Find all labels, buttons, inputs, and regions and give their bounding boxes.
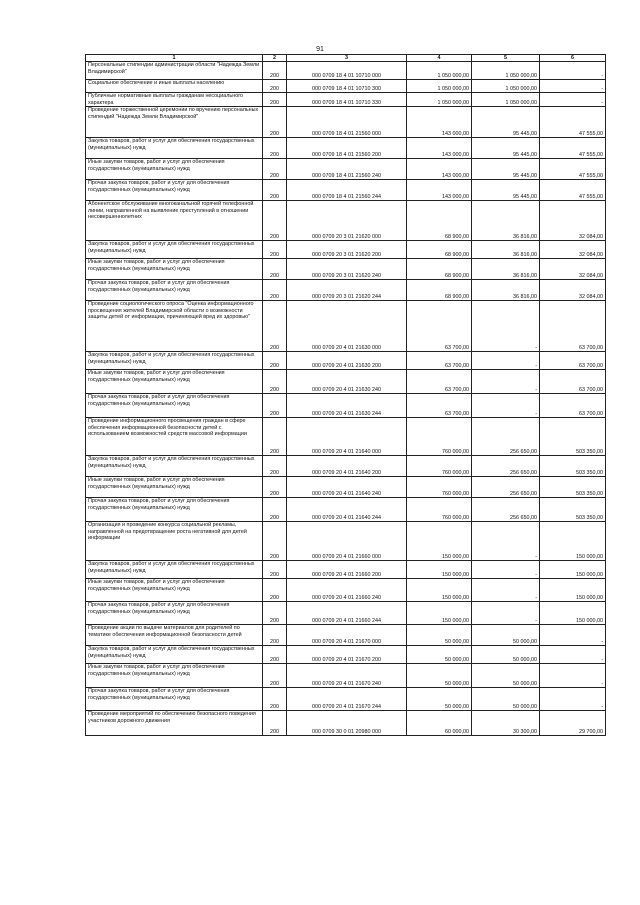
row-name: Закупка товаров, работ и услуг для обеспечения государственных (муниципальных) нужд — [86, 561, 263, 579]
row-kvr-code: 200 — [263, 711, 287, 736]
row-executed-amount: - — [472, 370, 540, 394]
table-row — [86, 688, 606, 711]
row-name: Прочая закупка товаров, работ и услуг для обеспечения государственных (муниципальных) нужд — [86, 394, 263, 418]
row-plan-amount: 760 000,00 — [407, 498, 472, 522]
row-executed-amount: 95 445,00 — [472, 138, 540, 159]
table-row — [86, 62, 606, 80]
row-executed-amount: 50 000,00 — [472, 688, 540, 711]
row-plan-amount: 63 700,00 — [407, 394, 472, 418]
row-remaining-amount: - — [540, 62, 606, 80]
row-budget-code: 000 0709 18 4 01 10710 330 — [287, 93, 407, 107]
row-executed-amount: 30 300,00 — [472, 711, 540, 736]
row-name: Абонентское обслуживание многоканальной горячей телефонной линии, направленной на выявление преступлений в отношении несовершеннолетних — [86, 201, 263, 241]
header-row — [86, 55, 606, 62]
row-remaining-amount: - — [540, 93, 606, 107]
row-plan-amount: 68 900,00 — [407, 201, 472, 241]
row-plan-amount: 68 900,00 — [407, 280, 472, 301]
row-budget-code: 000 0709 18 4 01 21560 200 — [287, 138, 407, 159]
row-kvr-code: 200 — [263, 241, 287, 259]
row-executed-amount: 36 816,00 — [472, 241, 540, 259]
row-kvr-code: 200 — [263, 561, 287, 579]
row-budget-code: 000 0709 18 4 01 21560 244 — [287, 180, 407, 201]
row-budget-code: 000 0709 20 4 01 21630 200 — [287, 352, 407, 370]
row-remaining-amount: - — [540, 688, 606, 711]
row-remaining-amount: 150 000,00 — [540, 579, 606, 602]
row-plan-amount: 50 000,00 — [407, 625, 472, 646]
row-budget-code: 000 0709 18 4 01 21560 240 — [287, 159, 407, 180]
row-budget-code: 000 0709 20 4 01 21660 000 — [287, 522, 407, 561]
row-executed-amount: - — [472, 352, 540, 370]
row-remaining-amount: 32 084,00 — [540, 201, 606, 241]
table-row — [86, 456, 606, 477]
row-kvr-code: 200 — [263, 646, 287, 664]
row-remaining-amount: 503 350,00 — [540, 418, 606, 456]
table-row — [86, 498, 606, 522]
row-budget-code: 000 0709 20 4 01 21640 240 — [287, 477, 407, 498]
table-row — [86, 138, 606, 159]
row-budget-code: 000 0709 20 4 01 21640 000 — [287, 418, 407, 456]
table-row — [86, 280, 606, 301]
row-plan-amount: 760 000,00 — [407, 456, 472, 477]
row-executed-amount: 36 816,00 — [472, 259, 540, 280]
header-col-6: 6 — [540, 55, 606, 62]
row-name: Организация и проведение конкурса социальной рекламы, направленной на предотвращение роста негативной для детей информации — [86, 522, 263, 561]
row-name: Социальное обеспечение и иные выплаты населению — [86, 80, 263, 93]
row-remaining-amount: 150 000,00 — [540, 561, 606, 579]
row-budget-code: 000 0709 20 4 01 21640 244 — [287, 498, 407, 522]
row-budget-code: 000 0709 20 4 01 21660 200 — [287, 561, 407, 579]
table-row — [86, 477, 606, 498]
row-executed-amount: 256 650,00 — [472, 456, 540, 477]
row-name: Прочая закупка товаров, работ и услуг для обеспечения государственных (муниципальных) нужд — [86, 498, 263, 522]
row-name: Иные закупки товаров, работ и услуг для обеспечения государственных (муниципальных) нужд — [86, 259, 263, 280]
row-remaining-amount: 63 700,00 — [540, 370, 606, 394]
row-remaining-amount: 63 700,00 — [540, 352, 606, 370]
row-plan-amount: 1 050 000,00 — [407, 80, 472, 93]
row-executed-amount: - — [472, 394, 540, 418]
row-name: Закупка товаров, работ и услуг для обеспечения государственных (муниципальных) нужд — [86, 138, 263, 159]
row-name: Закупка товаров, работ и услуг для обеспечения государственных (муниципальных) нужд — [86, 241, 263, 259]
budget-table — [85, 54, 606, 736]
header-col-3: 3 — [287, 55, 407, 62]
table-row — [86, 80, 606, 93]
row-budget-code: 000 0709 20 4 01 21660 244 — [287, 602, 407, 625]
row-kvr-code: 200 — [263, 138, 287, 159]
row-executed-amount: 36 816,00 — [472, 201, 540, 241]
table-row — [86, 602, 606, 625]
table-row — [86, 159, 606, 180]
row-budget-code: 000 0709 20 3 01 21620 240 — [287, 259, 407, 280]
row-executed-amount: 36 816,00 — [472, 280, 540, 301]
row-kvr-code: 200 — [263, 602, 287, 625]
row-kvr-code: 200 — [263, 352, 287, 370]
row-plan-amount: 1 050 000,00 — [407, 62, 472, 80]
row-budget-code: 000 0709 20 4 01 21660 240 — [287, 579, 407, 602]
row-executed-amount: 256 650,00 — [472, 477, 540, 498]
row-kvr-code: 200 — [263, 159, 287, 180]
row-remaining-amount: 29 700,00 — [540, 711, 606, 736]
row-plan-amount: 60 000,00 — [407, 711, 472, 736]
row-executed-amount: 95 445,00 — [472, 107, 540, 138]
row-name: Прочая закупка товаров, работ и услуг для обеспечения государственных (муниципальных) нужд — [86, 180, 263, 201]
row-kvr-code: 200 — [263, 418, 287, 456]
row-plan-amount: 63 700,00 — [407, 352, 472, 370]
row-budget-code: 000 0709 20 3 01 21620 244 — [287, 280, 407, 301]
table-row — [86, 579, 606, 602]
row-kvr-code: 200 — [263, 180, 287, 201]
row-remaining-amount: 150 000,00 — [540, 522, 606, 561]
row-remaining-amount: 503 350,00 — [540, 456, 606, 477]
row-remaining-amount: 32 084,00 — [540, 280, 606, 301]
header-col-2: 2 — [263, 55, 287, 62]
row-kvr-code: 200 — [263, 259, 287, 280]
row-plan-amount: 50 000,00 — [407, 664, 472, 688]
row-name: Иные закупки товаров, работ и услуг для обеспечения государственных (муниципальных) нужд — [86, 477, 263, 498]
row-executed-amount: 50 000,00 — [472, 664, 540, 688]
row-executed-amount: - — [472, 579, 540, 602]
row-remaining-amount: 63 700,00 — [540, 301, 606, 352]
row-plan-amount: 50 000,00 — [407, 688, 472, 711]
table-row — [86, 93, 606, 107]
row-kvr-code: 200 — [263, 107, 287, 138]
row-plan-amount: 1 050 000,00 — [407, 93, 472, 107]
row-kvr-code: 200 — [263, 201, 287, 241]
row-name: Иные закупки товаров, работ и услуг для обеспечения государственных (муниципальных) нужд — [86, 159, 263, 180]
row-remaining-amount: - — [540, 625, 606, 646]
row-executed-amount: - — [472, 602, 540, 625]
row-remaining-amount: 32 084,00 — [540, 259, 606, 280]
row-executed-amount: 1 050 000,00 — [472, 62, 540, 80]
row-remaining-amount: 63 700,00 — [540, 394, 606, 418]
row-kvr-code: 200 — [263, 62, 287, 80]
table-row — [86, 201, 606, 241]
row-executed-amount: 50 000,00 — [472, 646, 540, 664]
row-plan-amount: 143 000,00 — [407, 180, 472, 201]
row-plan-amount: 63 700,00 — [407, 301, 472, 352]
row-kvr-code: 200 — [263, 579, 287, 602]
row-budget-code: 000 0709 20 4 01 21630 000 — [287, 301, 407, 352]
row-executed-amount: 1 050 000,00 — [472, 93, 540, 107]
row-name: Иные закупки товаров, работ и услуг для обеспечения государственных (муниципальных) нужд — [86, 370, 263, 394]
row-plan-amount: 50 000,00 — [407, 646, 472, 664]
row-kvr-code: 200 — [263, 370, 287, 394]
row-kvr-code: 200 — [263, 688, 287, 711]
row-plan-amount: 150 000,00 — [407, 561, 472, 579]
table-row — [86, 522, 606, 561]
row-name: Прочая закупка товаров, работ и услуг для обеспечения государственных (муниципальных) нужд — [86, 688, 263, 711]
row-remaining-amount: 503 350,00 — [540, 477, 606, 498]
row-name: Проведение акции по выдаче материалов для родителей по тематике обеспечения информационной безопасности детей — [86, 625, 263, 646]
header-col-1: 1 — [86, 55, 263, 62]
row-name: Проведение торжественной церемонии по вручению персональных стипендий "Надежда Земли Владимирской" — [86, 107, 263, 138]
row-budget-code: 000 0709 20 3 01 21620 000 — [287, 201, 407, 241]
table-body — [86, 62, 606, 736]
table-row — [86, 625, 606, 646]
row-remaining-amount: 503 350,00 — [540, 498, 606, 522]
row-budget-code: 000 0709 20 4 01 21670 000 — [287, 625, 407, 646]
row-budget-code: 000 0709 20 4 01 21630 240 — [287, 370, 407, 394]
row-executed-amount: - — [472, 522, 540, 561]
row-name: Проведение мероприятий по обеспечению безопасного поведения участников дорожного движения — [86, 711, 263, 736]
table-row — [86, 711, 606, 736]
row-kvr-code: 200 — [263, 664, 287, 688]
row-plan-amount: 150 000,00 — [407, 522, 472, 561]
row-name: Прочая закупка товаров, работ и услуг для обеспечения государственных (муниципальных) нужд — [86, 602, 263, 625]
row-executed-amount: - — [472, 301, 540, 352]
row-executed-amount: 256 650,00 — [472, 418, 540, 456]
row-name: Проведение информационного просвещения граждан в сфере обеспечения информационной безопасности детей с использованием возможностей средств массовой информации — [86, 418, 263, 456]
row-plan-amount: 150 000,00 — [407, 579, 472, 602]
row-name: Персональные стипендии администрации области "Надежда Земли Владимирской" — [86, 62, 263, 80]
row-plan-amount: 760 000,00 — [407, 418, 472, 456]
row-remaining-amount: 150 000,00 — [540, 602, 606, 625]
table-row — [86, 370, 606, 394]
row-kvr-code: 200 — [263, 301, 287, 352]
row-kvr-code: 200 — [263, 498, 287, 522]
row-remaining-amount: 47 555,00 — [540, 159, 606, 180]
row-name: Иные закупки товаров, работ и услуг для обеспечения государственных (муниципальных) нужд — [86, 664, 263, 688]
row-name: Публичные нормативные выплаты гражданам несоциального характера — [86, 93, 263, 107]
row-plan-amount: 143 000,00 — [407, 138, 472, 159]
page-number: 91 — [316, 46, 324, 53]
table-row — [86, 241, 606, 259]
row-remaining-amount: 32 084,00 — [540, 241, 606, 259]
table-row — [86, 394, 606, 418]
row-name: Закупка товаров, работ и услуг для обеспечения государственных (муниципальных) нужд — [86, 352, 263, 370]
row-budget-code: 000 0709 18 4 01 10710 000 — [287, 62, 407, 80]
row-kvr-code: 200 — [263, 456, 287, 477]
row-kvr-code: 200 — [263, 93, 287, 107]
row-budget-code: 000 0709 20 4 01 21640 200 — [287, 456, 407, 477]
row-plan-amount: 68 900,00 — [407, 259, 472, 280]
row-name: Прочая закупка товаров, работ и услуг для обеспечения государственных (муниципальных) нужд — [86, 280, 263, 301]
row-executed-amount: 95 445,00 — [472, 180, 540, 201]
header-col-4: 4 — [407, 55, 472, 62]
row-plan-amount: 150 000,00 — [407, 602, 472, 625]
row-plan-amount: 143 000,00 — [407, 159, 472, 180]
row-kvr-code: 200 — [263, 80, 287, 93]
row-executed-amount: 95 445,00 — [472, 159, 540, 180]
row-executed-amount: 256 650,00 — [472, 498, 540, 522]
row-name: Закупка товаров, работ и услуг для обеспечения государственных (муниципальных) нужд — [86, 646, 263, 664]
row-remaining-amount: 47 555,00 — [540, 180, 606, 201]
row-plan-amount: 143 000,00 — [407, 107, 472, 138]
row-name: Проведение социологического опроса "Оценка информационного просвещения жителей Владимирской области о возможности защиты детей от информации, причиняющей вред их здоровью" — [86, 301, 263, 352]
table-row — [86, 664, 606, 688]
row-budget-code: 000 0709 18 4 01 21560 000 — [287, 107, 407, 138]
row-remaining-amount: 47 555,00 — [540, 107, 606, 138]
row-budget-code: 000 0709 20 4 01 21670 200 — [287, 646, 407, 664]
row-kvr-code: 200 — [263, 280, 287, 301]
row-budget-code: 000 0709 20 4 01 21670 240 — [287, 664, 407, 688]
table-row — [86, 107, 606, 138]
table-row — [86, 418, 606, 456]
row-kvr-code: 200 — [263, 625, 287, 646]
table-row — [86, 259, 606, 280]
table-row — [86, 352, 606, 370]
table-row — [86, 561, 606, 579]
row-name: Закупка товаров, работ и услуг для обеспечения государственных (муниципальных) нужд — [86, 456, 263, 477]
row-executed-amount: - — [472, 561, 540, 579]
table-row — [86, 301, 606, 352]
row-executed-amount: 1 050 000,00 — [472, 80, 540, 93]
row-budget-code: 000 0709 20 4 01 21670 244 — [287, 688, 407, 711]
row-budget-code: 000 0709 18 4 01 10710 300 — [287, 80, 407, 93]
row-plan-amount: 68 900,00 — [407, 241, 472, 259]
row-kvr-code: 200 — [263, 522, 287, 561]
row-plan-amount: 63 700,00 — [407, 370, 472, 394]
row-name: Иные закупки товаров, работ и услуг для обеспечения государственных (муниципальных) нужд — [86, 579, 263, 602]
row-budget-code: 000 0709 20 4 01 21630 244 — [287, 394, 407, 418]
row-kvr-code: 200 — [263, 477, 287, 498]
row-remaining-amount: - — [540, 80, 606, 93]
row-remaining-amount: - — [540, 646, 606, 664]
row-kvr-code: 200 — [263, 394, 287, 418]
table-row — [86, 646, 606, 664]
header-col-5: 5 — [472, 55, 540, 62]
table-row — [86, 180, 606, 201]
row-remaining-amount: - — [540, 664, 606, 688]
row-plan-amount: 760 000,00 — [407, 477, 472, 498]
row-executed-amount: 50 000,00 — [472, 625, 540, 646]
row-budget-code: 000 0709 20 3 01 21620 200 — [287, 241, 407, 259]
row-remaining-amount: 47 555,00 — [540, 138, 606, 159]
row-budget-code: 000 0709 30 0 01 20980 000 — [287, 711, 407, 736]
